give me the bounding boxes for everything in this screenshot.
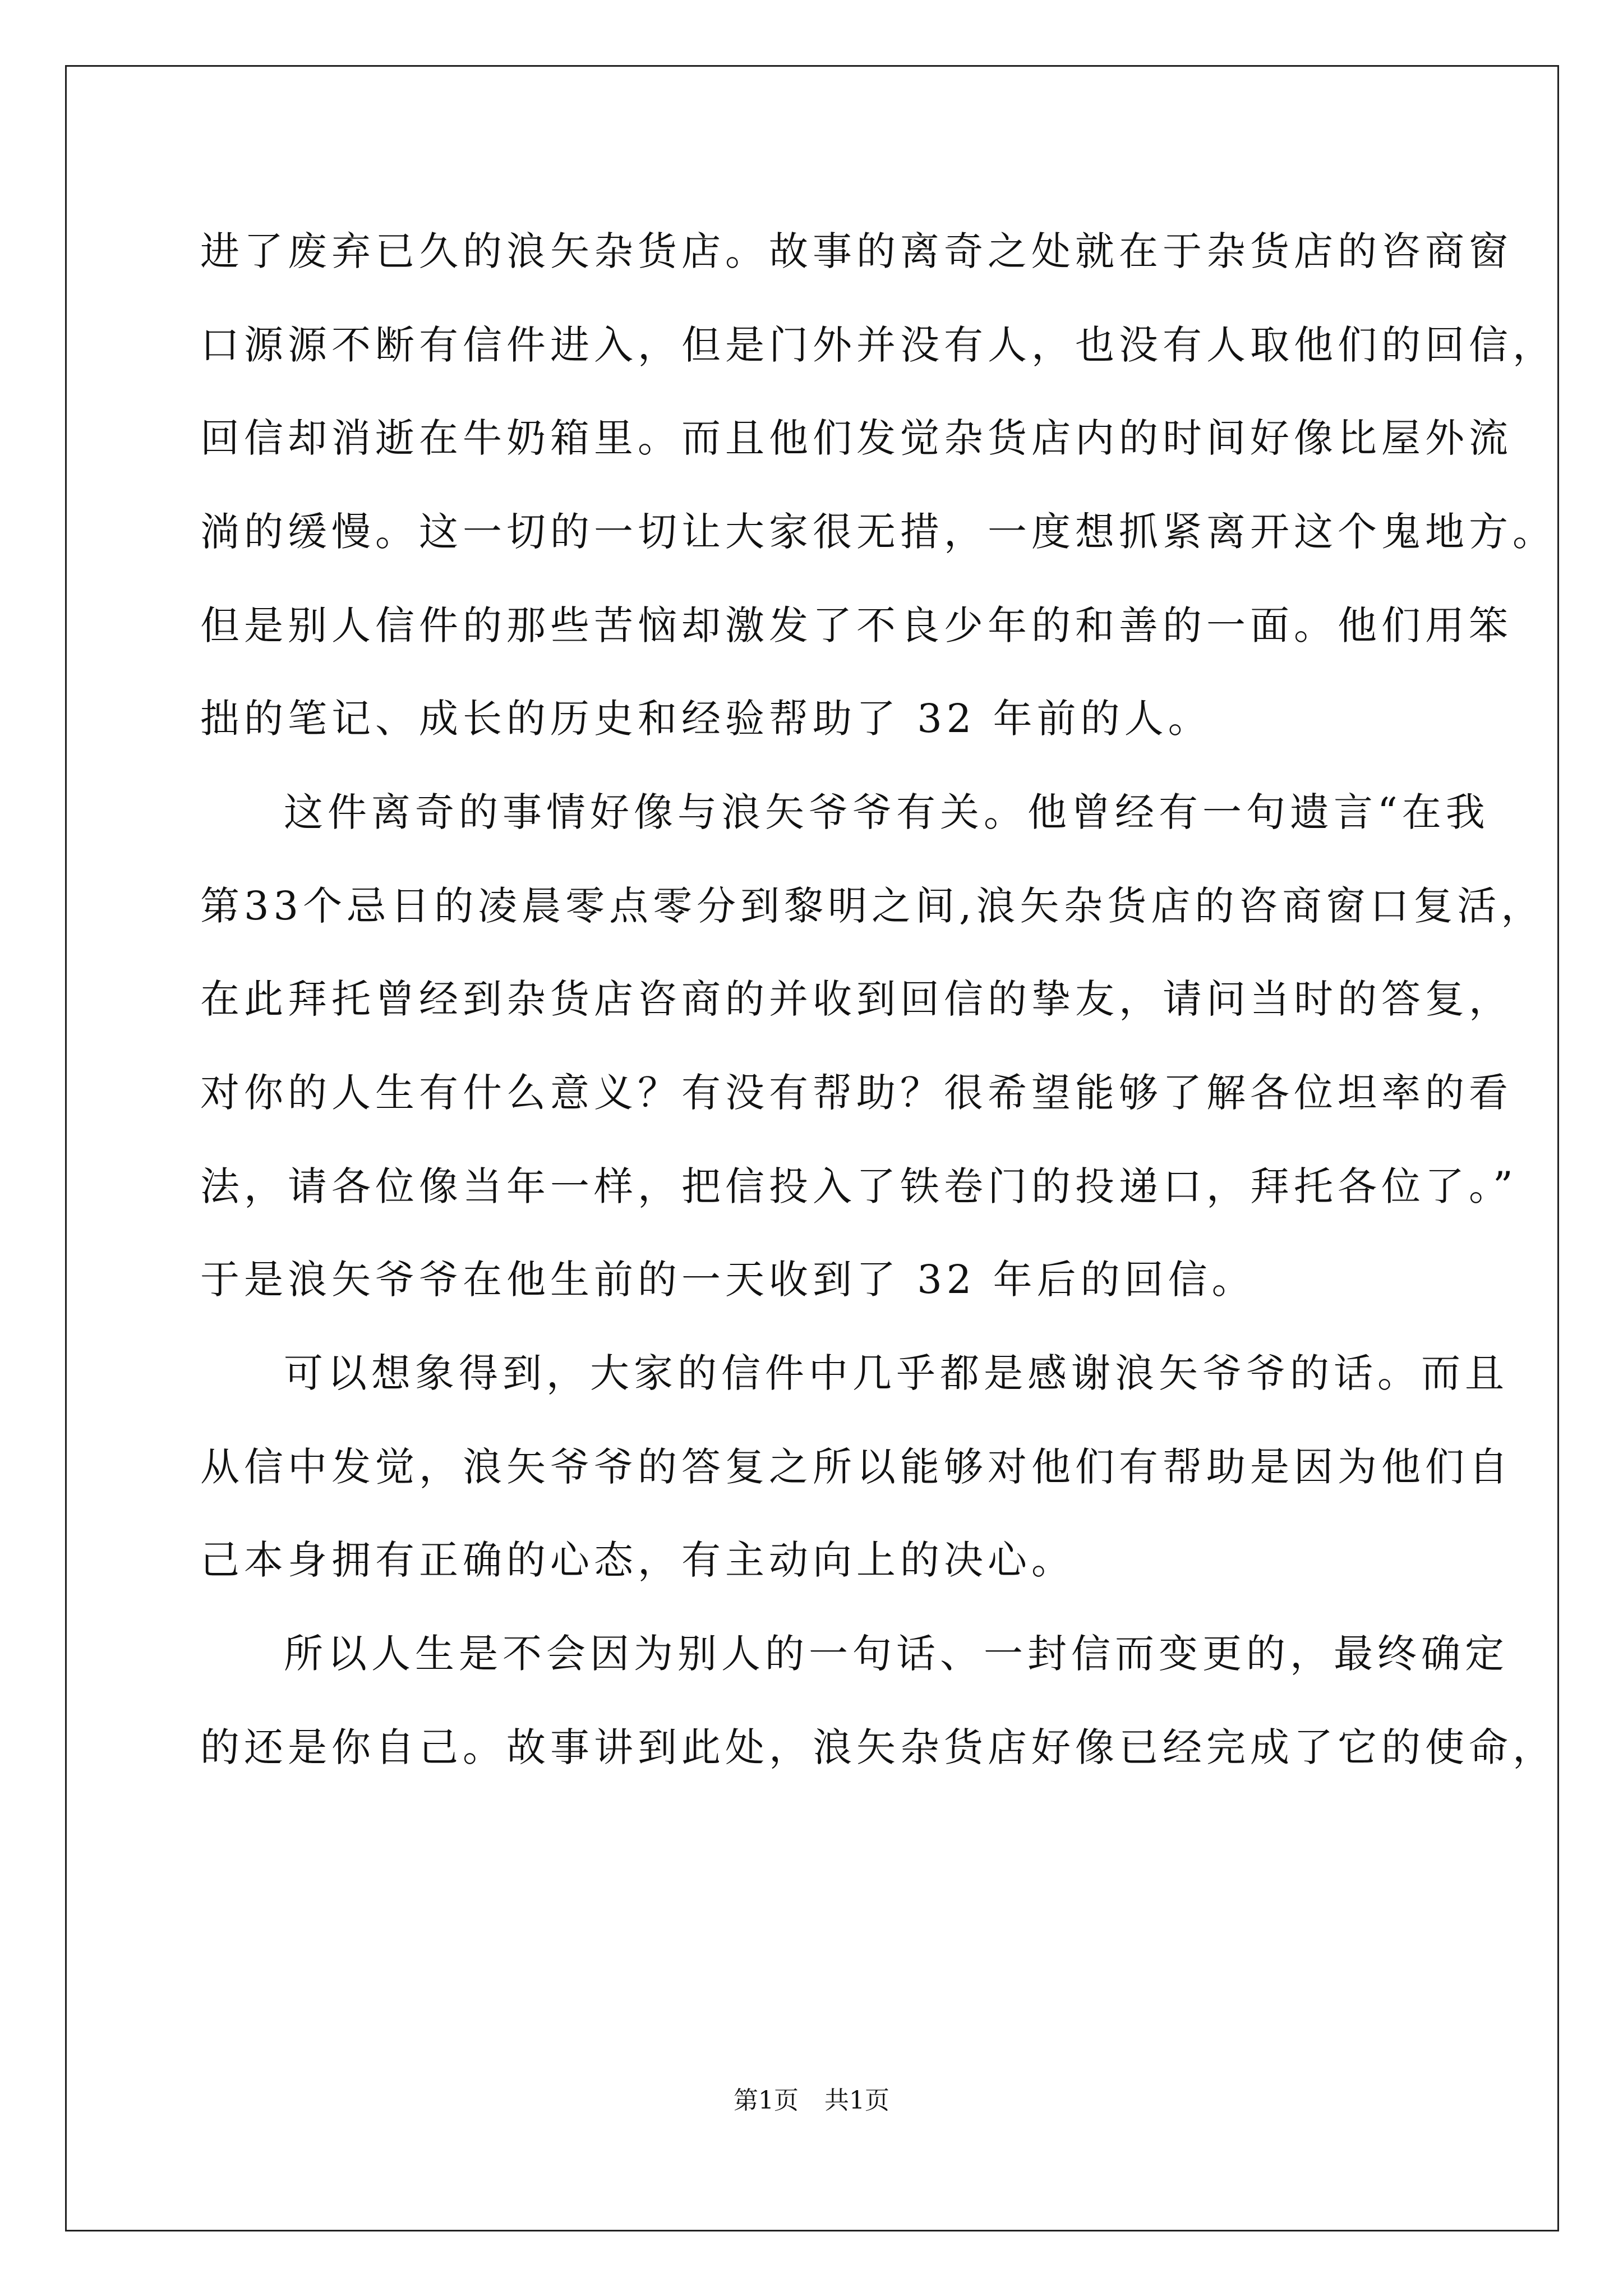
text-line-6: 拙的笔记、成长的历史和经验帮助了 32 年前的人。 <box>200 696 1212 742</box>
text-line-12: 于是浪矢爷爷在他生前的一天收到了 32 年后的回信。 <box>200 1257 1256 1303</box>
text-line-17: 的还是你自己。故事讲到此处，浪矢杂货店好像已经完成了它的使命， <box>200 1724 1556 1770</box>
page-number-current: 第1页 <box>734 2086 799 2115</box>
text-line-8: 第33个忌日的凌晨零点零分到黎明之间,浪矢杂货店的咨商窗口复活， <box>200 883 1545 929</box>
text-line-9: 在此拜托曾经到杂货店咨商的并收到回信的挚友，请问当时的答复， <box>200 976 1513 1022</box>
paragraph-start-line-16: 所以人生是不会因为别人的一句话、一封信而变更的，最终确定 <box>284 1631 1509 1677</box>
text-line-3: 回信却消逝在牛奶箱里。而且他们发觉杂货店内的时间好像比屋外流 <box>200 415 1513 461</box>
page-footer <box>0 2084 1623 2118</box>
paragraph-start-line-13: 可以想象得到，大家的信件中几乎都是感谢浪矢爷爷的话。而且 <box>284 1350 1509 1396</box>
text-line-1: 进了废弃已久的浪矢杂货店。故事的离奇之处就在于杂货店的咨商窗 <box>200 228 1513 274</box>
text-line-2: 口源源不断有信件进入，但是门外并没有人，也没有人取他们的回信， <box>200 322 1556 368</box>
paragraph-start-line-7: 这件离奇的事情好像与浪矢爷爷有关。他曾经有一句遗言“在我 <box>284 789 1490 835</box>
text-line-5: 但是别人信件的那些苦恼却激发了不良少年的和善的一面。他们用笨 <box>200 602 1513 648</box>
text-line-10: 对你的人生有什么意义？有没有帮助？很希望能够了解各位坦率的看 <box>200 1070 1513 1116</box>
text-line-11: 法，请各位像当年一样，把信投入了铁卷门的投递口，拜托各位了。” <box>200 1163 1518 1209</box>
text-line-14: 从信中发觉，浪矢爷爷的答复之所以能够对他们有帮助是因为他们自 <box>200 1444 1513 1490</box>
page-number-total: 共1页 <box>824 2086 889 2115</box>
text-line-4: 淌的缓慢。这一切的一切让大家很无措，一度想抓紧离开这个鬼地方。 <box>200 509 1556 555</box>
text-line-15: 己本身拥有正确的心态，有主动向上的决心。 <box>200 1537 1075 1583</box>
page-border <box>65 65 1559 2231</box>
